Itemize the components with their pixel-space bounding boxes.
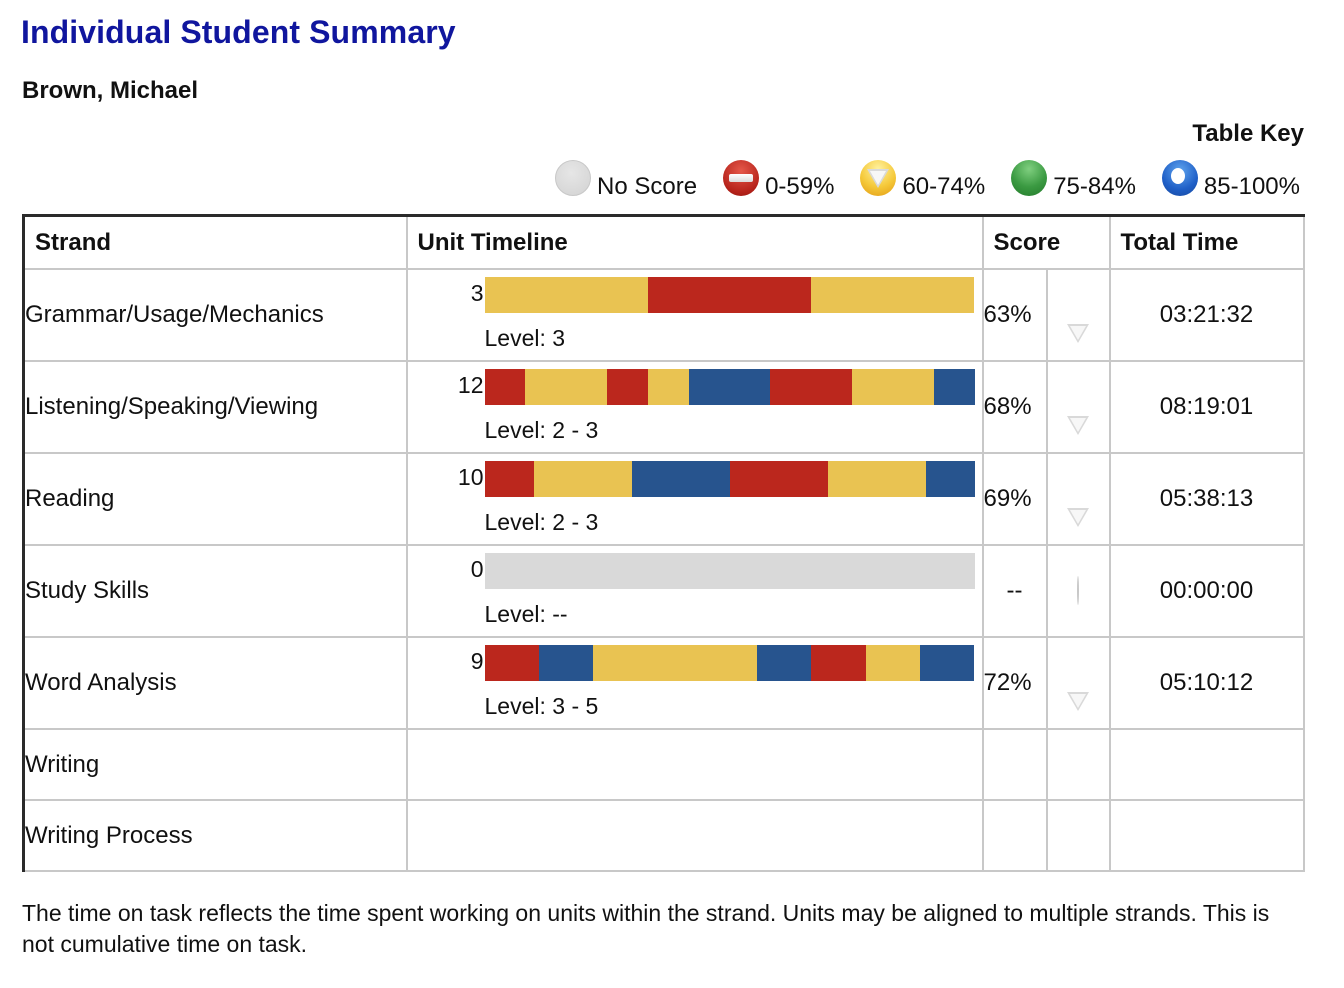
timeline-segment-blue	[920, 645, 974, 681]
score-value: 63%	[983, 269, 1047, 361]
level-label: Level: 2 - 3	[484, 509, 599, 535]
total-time: 00:00:00	[1110, 545, 1304, 637]
score-icon-cell	[1047, 545, 1110, 637]
gray-circle-icon	[555, 160, 591, 196]
unit-count: 0	[470, 556, 484, 582]
timeline-segment-blue	[689, 369, 771, 405]
score-icon-cell	[1047, 453, 1110, 545]
key-label: 0-59%	[765, 173, 835, 200]
unit-timeline	[407, 269, 983, 361]
timeline-segment-blue	[926, 461, 975, 497]
page-title: Individual Student Summary	[21, 14, 456, 50]
score-icon-cell	[1047, 729, 1110, 800]
timeline-segment-yellow	[593, 645, 756, 681]
timeline-segment-blue	[934, 369, 975, 405]
timeline-segment-yellow	[866, 645, 920, 681]
timeline-segment-yellow	[525, 369, 607, 405]
table-header-row	[24, 216, 1304, 270]
level-label: Level: 2 - 3	[484, 417, 599, 443]
footer-note: The time on task reflects the time spent working on units within the strand. Units may be aligned to multiple strands. This is not cumulative time on task.	[22, 900, 1270, 957]
timeline-segment-yellow	[852, 369, 934, 405]
score-value: 72%	[983, 637, 1047, 729]
strand-name: Reading	[24, 453, 407, 545]
red-stop-icon	[723, 160, 759, 196]
unit-timeline	[407, 729, 983, 800]
score-value: --	[983, 545, 1047, 637]
unit-count: 12	[457, 372, 484, 398]
unit-timeline	[407, 453, 983, 545]
table-row	[24, 545, 1304, 637]
timeline-bar	[485, 461, 975, 497]
score-value: 68%	[983, 361, 1047, 453]
unit-count: 9	[470, 648, 484, 674]
total-time	[1110, 729, 1304, 800]
table-row	[24, 269, 1304, 361]
timeline-segment-red	[485, 645, 539, 681]
green-circle-icon	[1011, 160, 1047, 196]
table-row	[24, 729, 1304, 800]
strand-name: Listening/Speaking/Viewing	[24, 361, 407, 453]
score-icon-cell	[1047, 269, 1110, 361]
score-value	[983, 729, 1047, 800]
timeline-segment-red	[770, 369, 852, 405]
timeline-bar	[485, 277, 975, 313]
timeline-segment-yellow	[485, 277, 648, 313]
level-label: Level: 3 - 5	[484, 693, 599, 719]
timeline-bar	[485, 645, 975, 681]
total-time: 05:10:12	[1110, 637, 1304, 729]
key-item-0-59	[723, 160, 835, 200]
table-key-title: Table Key	[1192, 120, 1304, 147]
header-strand: Strand	[24, 216, 407, 270]
timeline-segment-blue	[539, 645, 593, 681]
table-row	[24, 637, 1304, 729]
total-time: 08:19:01	[1110, 361, 1304, 453]
table-key	[529, 160, 1300, 200]
timeline-bar	[485, 369, 975, 405]
total-time: 03:21:32	[1110, 269, 1304, 361]
key-label: No Score	[597, 173, 698, 200]
key-item-60-74	[860, 160, 986, 200]
strand-name: Writing	[24, 729, 407, 800]
header-unit-timeline: Unit Timeline	[407, 216, 983, 270]
key-label: 60-74%	[902, 173, 986, 200]
total-time: 05:38:13	[1110, 453, 1304, 545]
score-icon-cell	[1047, 637, 1110, 729]
gray-circle-icon	[1077, 576, 1079, 605]
blue-ring-icon	[1162, 160, 1198, 196]
header-total-time: Total Time	[1110, 216, 1304, 270]
unit-timeline	[407, 800, 983, 871]
score-icon-cell	[1047, 361, 1110, 453]
score-value: 69%	[983, 453, 1047, 545]
student-name: Brown, Michael	[22, 77, 199, 104]
timeline-segment-red	[811, 645, 865, 681]
unit-count: 3	[470, 280, 484, 306]
table-row	[24, 453, 1304, 545]
score-icon-cell	[1047, 800, 1110, 871]
score-value	[983, 800, 1047, 871]
timeline-segment-red	[730, 461, 828, 497]
timeline-segment-yellow	[828, 461, 926, 497]
timeline-segment-yellow	[648, 369, 689, 405]
unit-timeline	[407, 637, 983, 729]
timeline-segment-blue	[632, 461, 730, 497]
timeline-segment-yellow	[811, 277, 974, 313]
key-label: 85-100%	[1203, 173, 1300, 200]
header-score: Score	[983, 216, 1110, 270]
timeline-segment-red	[607, 369, 648, 405]
key-item-85-100	[1162, 160, 1300, 200]
timeline-segment-red	[648, 277, 811, 313]
key-item-75-84	[1011, 160, 1136, 200]
level-label: Level: --	[484, 601, 568, 627]
timeline-segment-yellow	[534, 461, 632, 497]
strand-name: Word Analysis	[24, 637, 407, 729]
level-label: Level: 3	[484, 325, 566, 351]
timeline-bar	[485, 553, 975, 589]
yellow-triangle-icon	[860, 160, 896, 196]
key-item-no-score	[555, 160, 698, 200]
unit-timeline	[407, 361, 983, 453]
timeline-segment-red	[485, 461, 534, 497]
timeline-segment-red	[485, 369, 526, 405]
strand-summary-table	[22, 214, 1305, 872]
table-row	[24, 800, 1304, 871]
strand-name: Study Skills	[24, 545, 407, 637]
timeline-segment-gray	[485, 553, 975, 589]
strand-name: Grammar/Usage/Mechanics	[24, 269, 407, 361]
timeline-segment-blue	[757, 645, 811, 681]
total-time	[1110, 800, 1304, 871]
key-label: 75-84%	[1053, 173, 1136, 200]
unit-count: 10	[457, 464, 484, 490]
table-row	[24, 361, 1304, 453]
strand-name: Writing Process	[24, 800, 407, 871]
unit-timeline	[407, 545, 983, 637]
